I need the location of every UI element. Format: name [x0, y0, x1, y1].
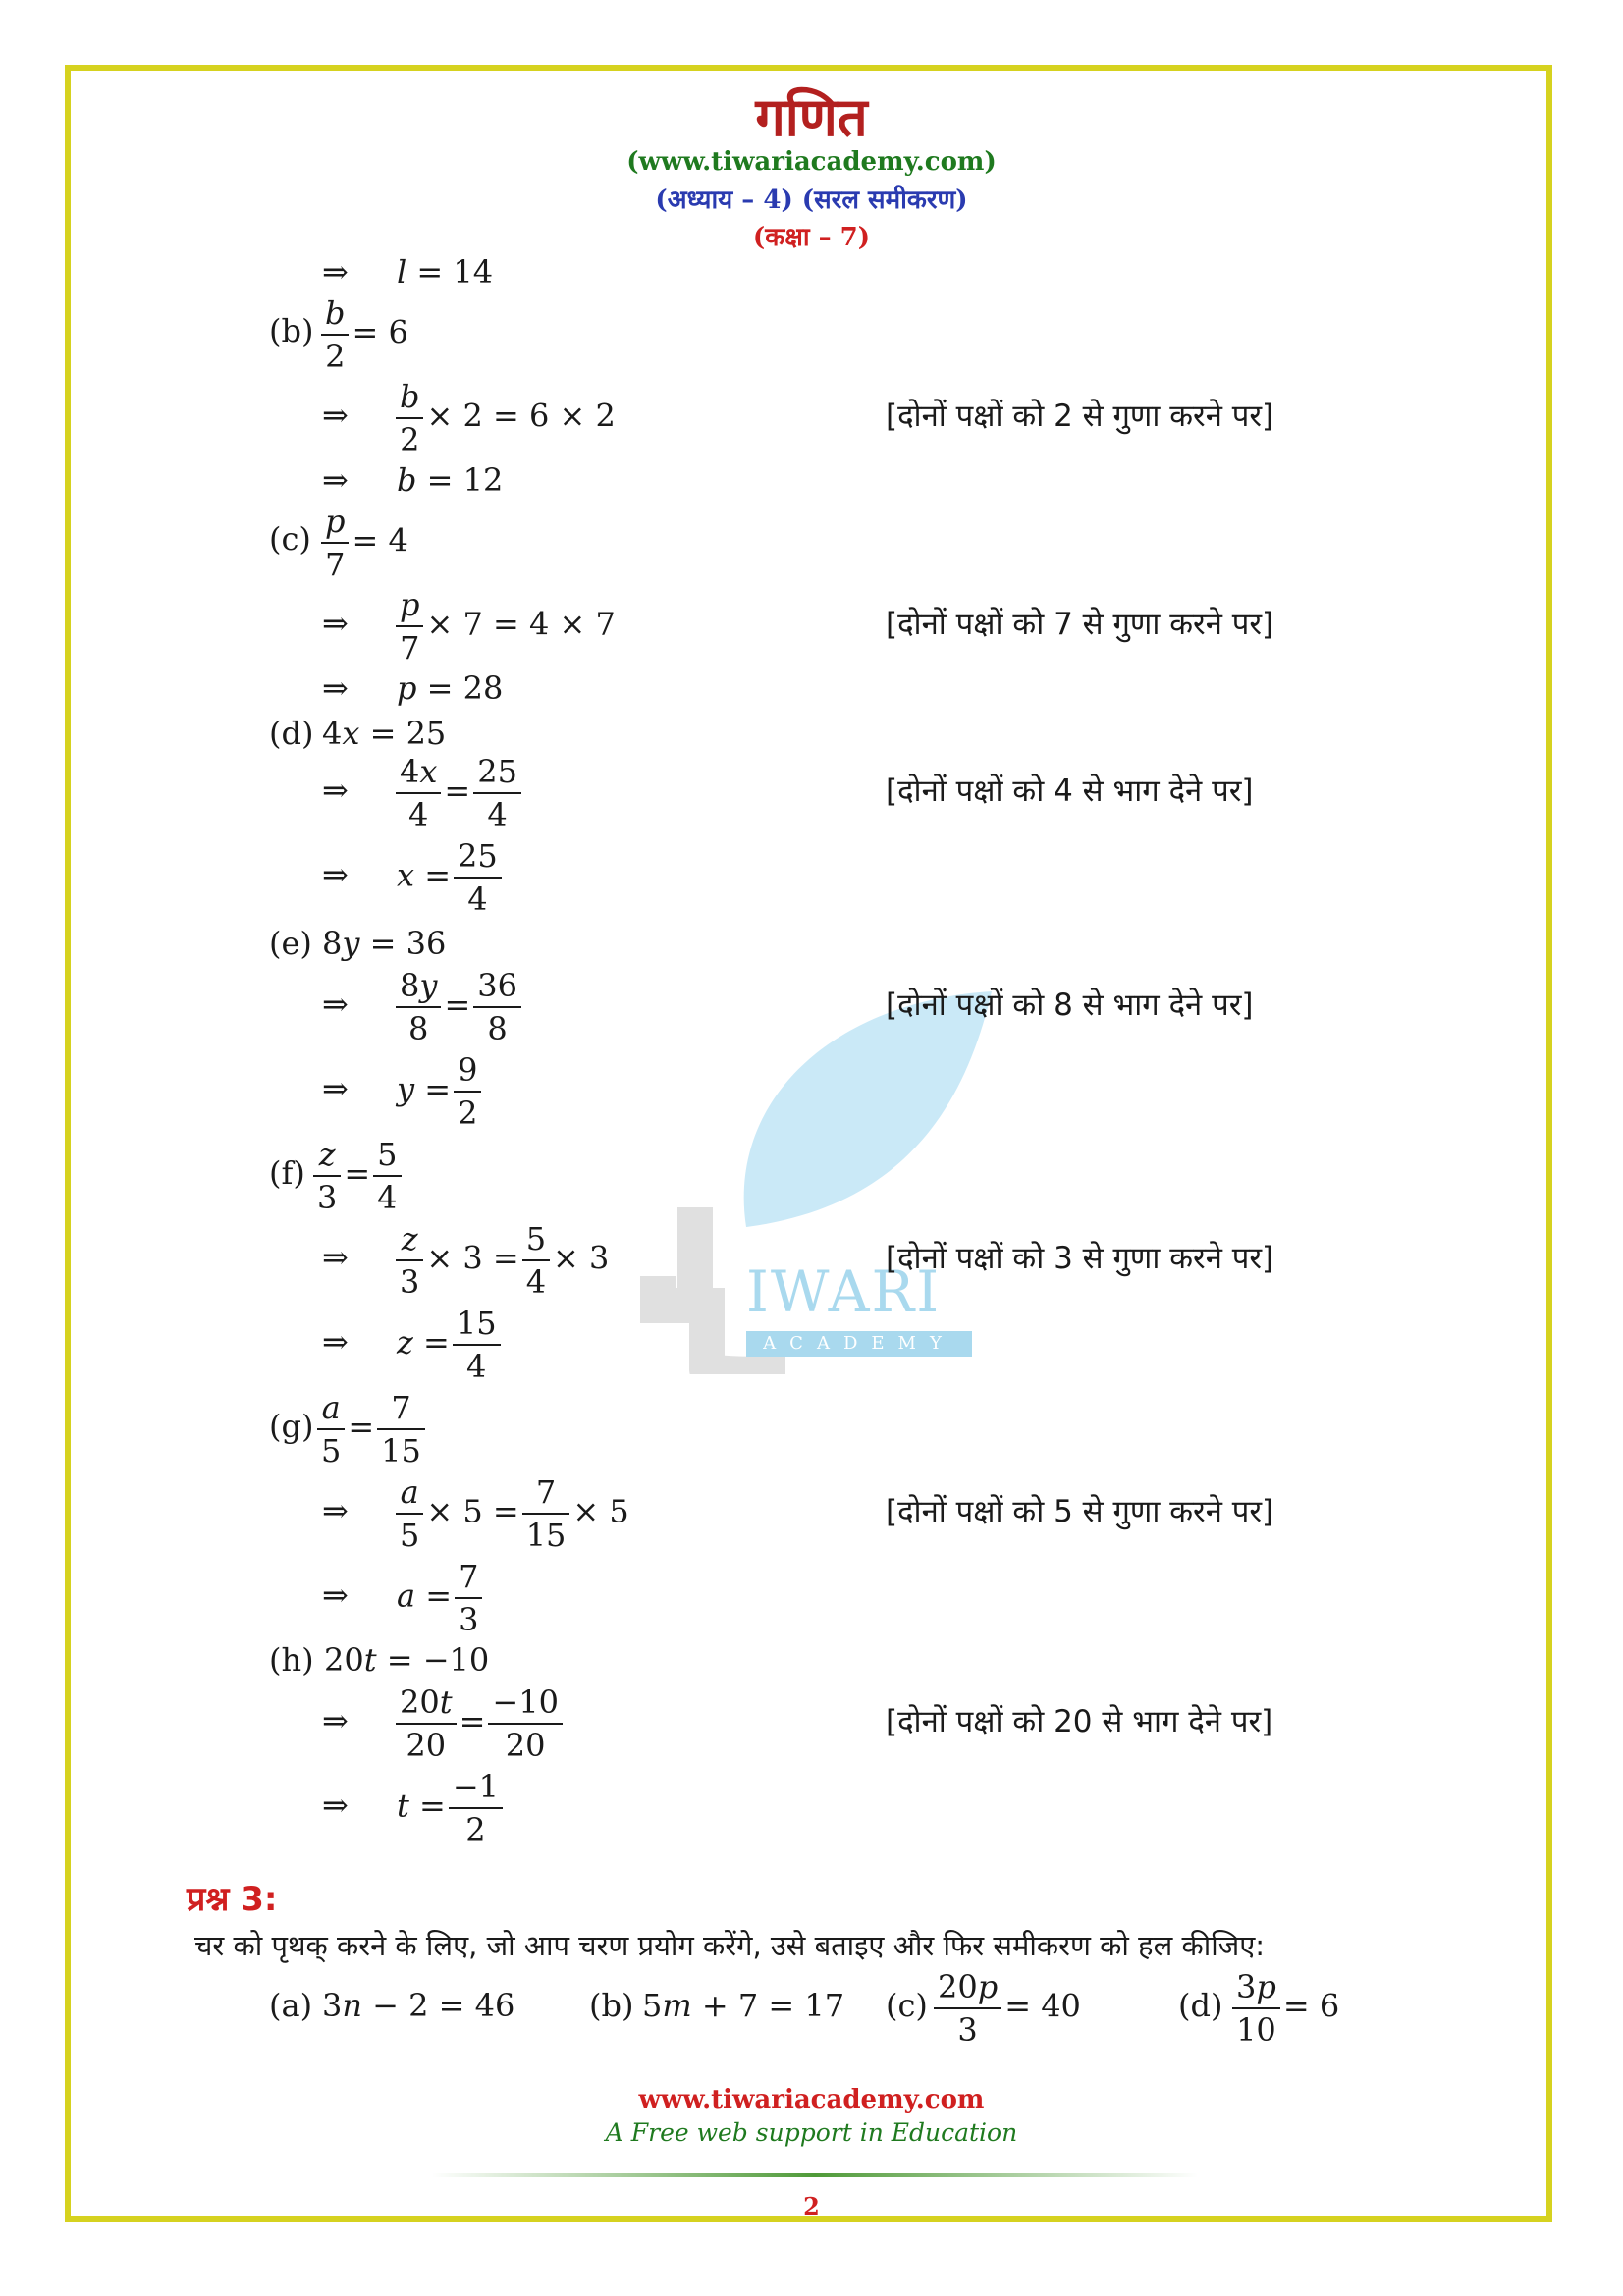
equation: p = 28	[397, 669, 504, 707]
implies-arrow: ⇒	[322, 461, 349, 499]
step-note: [दोनों पक्षों को 5 से गुणा करने पर]	[886, 1494, 1274, 1529]
page-number: 2	[803, 2192, 820, 2220]
option-label-c: (c)	[886, 1987, 928, 2024]
option-equation-a: 3n − 2 = 46	[322, 1987, 515, 2024]
header-website: (www.tiwariacademy.com)	[626, 147, 997, 177]
option-label-d: (d)	[1178, 1987, 1223, 2024]
step-note: [दोनों पक्षों को 4 से भाग देने पर]	[886, 774, 1254, 809]
equation: $\frac{a}{5}$ = $\frac{7}{15}$	[314, 1387, 428, 1471]
equation: l = 14	[397, 253, 494, 291]
question-text: चर को पृथक् करने के लिए, जो आप चरण प्रयोग करेंगे, उसे बताइए और फिर समीकरण को हल कीजिए:	[194, 1929, 1266, 1962]
step-note: [दोनों पक्षों को 2 से गुणा करने पर]	[886, 399, 1274, 434]
implies-arrow: ⇒	[322, 856, 349, 893]
equation: x = $\frac{25}{4}$	[397, 835, 505, 920]
page-title: गणित	[755, 85, 868, 148]
footer-website: www.tiwariacademy.com	[638, 2085, 985, 2114]
part-label-d: (d)	[269, 715, 314, 752]
implies-arrow: ⇒	[322, 1492, 349, 1529]
step-note: [दोनों पक्षों को 7 से गुणा करने पर]	[886, 607, 1274, 642]
footer-tagline: A Free web support in Education	[605, 2118, 1018, 2147]
watermark-text: IWARI	[746, 1258, 942, 1325]
implies-arrow: ⇒	[322, 397, 349, 434]
footer-divider	[432, 2173, 1198, 2177]
step-note: [दोनों पक्षों को 3 से गुणा करने पर]	[886, 1241, 1274, 1276]
equation: a = $\frac{7}{3}$	[397, 1556, 485, 1640]
implies-arrow: ⇒	[322, 605, 349, 642]
implies-arrow: ⇒	[322, 253, 349, 291]
implies-arrow: ⇒	[322, 1702, 349, 1739]
part-label-c: (c)	[269, 520, 311, 558]
equation: $\frac{p}{7}$ × 7 = 4 × 7	[393, 584, 616, 668]
option-equation-d: $\frac{3p}{10}$ = 6	[1229, 1966, 1339, 2051]
option-label-b: (b)	[589, 1987, 634, 2024]
equation: b = 12	[397, 461, 504, 499]
part-label-g: (g)	[269, 1408, 314, 1445]
part-label-f: (f)	[269, 1154, 305, 1192]
equation: $\frac{b}{2}$ = 6	[318, 293, 408, 377]
implies-arrow: ⇒	[322, 1239, 349, 1276]
equation: $\frac{20t}{20}$ = $\frac{-10}{20}$	[393, 1682, 566, 1766]
equation: y = $\frac{9}{2}$	[397, 1049, 484, 1134]
equation: $\frac{z}{3}$ × 3 = $\frac{5}{4}$ × 3	[393, 1218, 609, 1303]
part-label-b: (b)	[269, 312, 314, 349]
implies-arrow: ⇒	[322, 1576, 349, 1614]
implies-arrow: ⇒	[322, 1787, 349, 1824]
equation: 4x = 25	[322, 715, 447, 752]
equation: $\frac{8y}{8}$ = $\frac{36}{8}$	[393, 965, 524, 1049]
option-equation-b: 5m + 7 = 17	[642, 1987, 845, 2024]
chapter-heading: (अध्याय – 4) (सरल समीकरण)	[655, 186, 968, 215]
option-label-a: (a)	[269, 1987, 313, 2024]
equation: z = $\frac{15}{4}$	[397, 1303, 504, 1387]
class-heading: (कक्षा – 7)	[752, 223, 871, 252]
implies-arrow: ⇒	[322, 986, 349, 1023]
equation: $\frac{b}{2}$ × 2 = 6 × 2	[393, 376, 616, 460]
equation: 20t = −10	[324, 1641, 490, 1679]
equation: $\frac{z}{3}$ = $\frac{5}{4}$	[310, 1134, 405, 1218]
equation: $\frac{4x}{4}$ = $\frac{25}{4}$	[393, 751, 524, 835]
step-note: [दोनों पक्षों को 20 से भाग देने पर]	[886, 1704, 1273, 1739]
question-title: प्रश्न 3:	[187, 1880, 278, 1919]
equation: $\frac{p}{7}$ = 4	[318, 501, 408, 585]
implies-arrow: ⇒	[322, 772, 349, 809]
implies-arrow: ⇒	[322, 669, 349, 707]
watermark-subtext: ACADEMY	[746, 1331, 972, 1357]
equation: $\frac{a}{5}$ × 5 = $\frac{7}{15}$ × 5	[393, 1471, 629, 1556]
equation: t = $\frac{-1}{2}$	[397, 1766, 506, 1850]
implies-arrow: ⇒	[322, 1070, 349, 1107]
part-label-h: (h)	[269, 1641, 314, 1679]
option-equation-c: $\frac{20p}{3}$ = 40	[931, 1966, 1081, 2051]
part-label-e: (e)	[269, 925, 312, 962]
implies-arrow: ⇒	[322, 1323, 349, 1361]
equation: 8y = 36	[322, 925, 447, 962]
step-note: [दोनों पक्षों को 8 से भाग देने पर]	[886, 988, 1254, 1023]
